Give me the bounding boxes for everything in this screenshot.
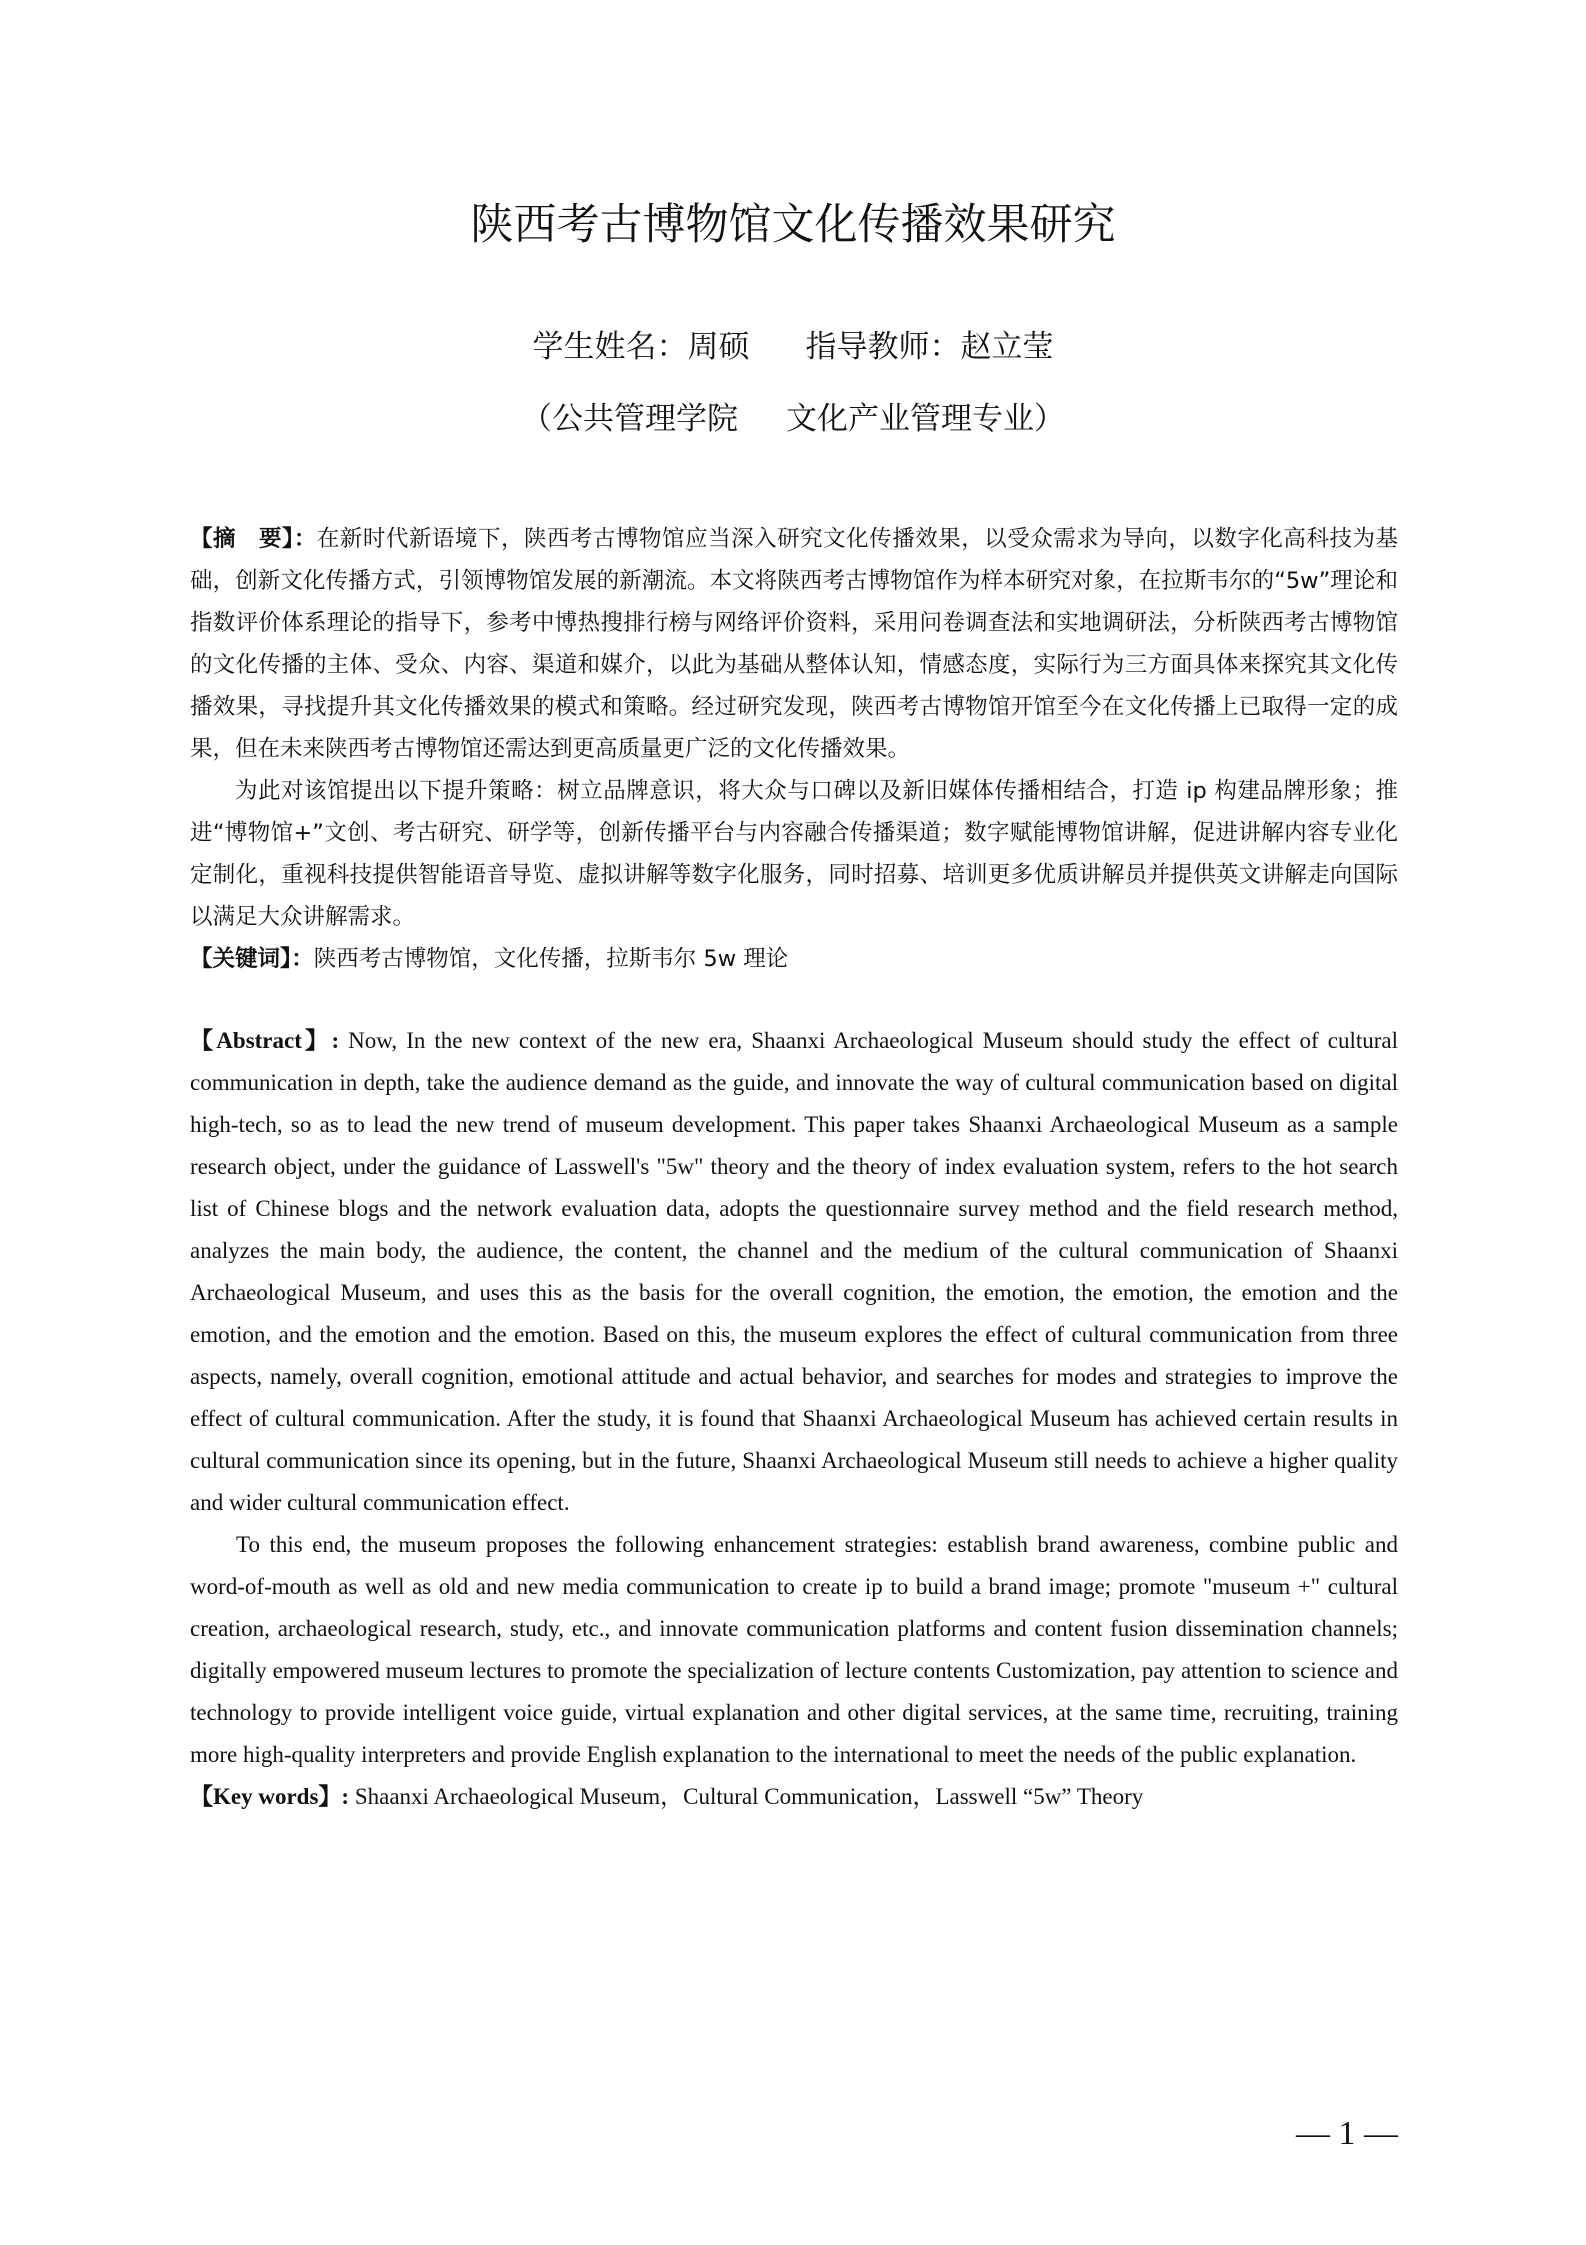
- chinese-keywords-label: 【关键词】：: [190, 946, 314, 972]
- english-abstract-label: 【Abstract】:: [190, 1028, 340, 1053]
- chinese-abstract-label: 【摘 要】：: [190, 526, 317, 552]
- paper-title: 陕西考古博物馆文化传播效果研究: [470, 200, 1116, 250]
- english-abstract-paragraph: [190, 1020, 1398, 1524]
- english-abstract: [190, 1020, 1398, 1818]
- chinese-abstract-paragraph: [190, 518, 1398, 770]
- school-name: （公共管理学院: [521, 401, 738, 437]
- chinese-abstract-text-2: 为此对该馆提出以下提升策略：树立品牌意识，将大众与口碑以及新旧媒体传播相结合，打造 ip 构建品牌形象；推进“博物馆+”文创、考古研究、研学等，创新传播平台与内容融合传播渠道；数字赋能博物馆讲解，促进讲解内容专业化定制化，重视科技提供智能语音导览、虚拟讲解等数字化服务，同时招募、培训更多优质讲解员并提供英文讲解走向国际以满足大众讲解需求。: [190, 778, 1398, 930]
- chinese-keywords: [190, 938, 1398, 980]
- chinese-keywords-text: 陕西考古博物馆，文化传播，拉斯韦尔 5w 理论: [313, 946, 789, 972]
- affiliation-line: [0, 397, 1586, 441]
- chinese-abstract: [190, 518, 1398, 980]
- major-name: 文化产业管理专业）: [786, 401, 1065, 437]
- page-number: — 1 —: [1296, 2115, 1398, 2152]
- advisor-name: 指导教师：赵立莹: [805, 329, 1054, 365]
- student-name: 学生姓名：周硕: [532, 329, 750, 365]
- english-keywords-label: 【Key words】:: [190, 1784, 350, 1809]
- chinese-abstract-text-1: 在新时代新语境下，陕西考古博物馆应当深入研究文化传播效果，以受众需求为导向，以数字化高科技为基础，创新文化传播方式，引领博物馆发展的新潮流。本文将陕西考古博物馆作为样本研究对象，在拉斯韦尔的“5w”理论和指数评价体系理论的指导下，参考中博热搜排行榜与网络评价资料，采用问卷调查法和实地调研法，分析陕西考古博物馆的文化传播的主体、受众、内容、渠道和媒介，以此为基础从整体认知，情感态度，实际行为三方面具体来探究其文化传播效果，寻找提升其文化传播效果的模式和策略。经过研究发现，陕西考古博物馆开馆至今在文化传播上已取得一定的成果，但在未来陕西考古博物馆还需达到更高质量更广泛的文化传播效果。: [190, 526, 1398, 762]
- author-line: [0, 325, 1586, 369]
- english-abstract-text-1: Now, In the new context of the new era, Shaanxi Archaeological Museum should study the effect of cultural communication in depth, take the audience demand as the guide, and innovate the way of cultural communication based on digital high-tech, so as to lead the new trend of museum development. This paper takes Shaanxi Archaeological Museum as a sample research object, under the guidance of Lasswell's "5w" theory and the theory of index evaluation system, refers to the hot search list of Chinese blogs and the network evaluation data, adopts the questionnaire survey method and the field research method, analyzes the main body, the audience, the content, the channel and the medium of the cultural communication of Shaanxi Archaeological Museum, and uses this as the basis for the overall cognition, the emotion, the emotion, the emotion and the emotion, and the emotion and the emotion. Based on this, the museum explores the effect of cultural communication from three aspects, namely, overall cognition, emotional attitude and actual behavior, and searches for modes and strategies to improve the effect of cultural communication. After the study, it is found that Shaanxi Archaeological Museum has achieved certain results in cultural communication since its opening, but in the future, Shaanxi Archaeological Museum still needs to achieve a higher quality and wider cultural communication effect.: [190, 1028, 1398, 1515]
- english-abstract-text-2: To this end, the museum proposes the following enhancement strategies: establish brand awareness, combine public and word-of-mouth as well as old and new media communication to create ip to build a brand image; promote "museum +" cultural creation, archaeological research, study, etc., and innovate communication platforms and content fusion dissemination channels; digitally empowered museum lectures to promote the specialization of lecture contents Customization, pay attention to science and technology to provide intelligent voice guide, virtual explanation and other digital services, at the same time, recruiting, training more high-quality interpreters and provide English explanation to the international to meet the needs of the public explanation.: [190, 1532, 1398, 1767]
- english-keywords: [190, 1776, 1398, 1818]
- english-keywords-text: Shaanxi Archaeological Museum，Cultural Communication，Lasswell “5w” Theory: [349, 1784, 1144, 1809]
